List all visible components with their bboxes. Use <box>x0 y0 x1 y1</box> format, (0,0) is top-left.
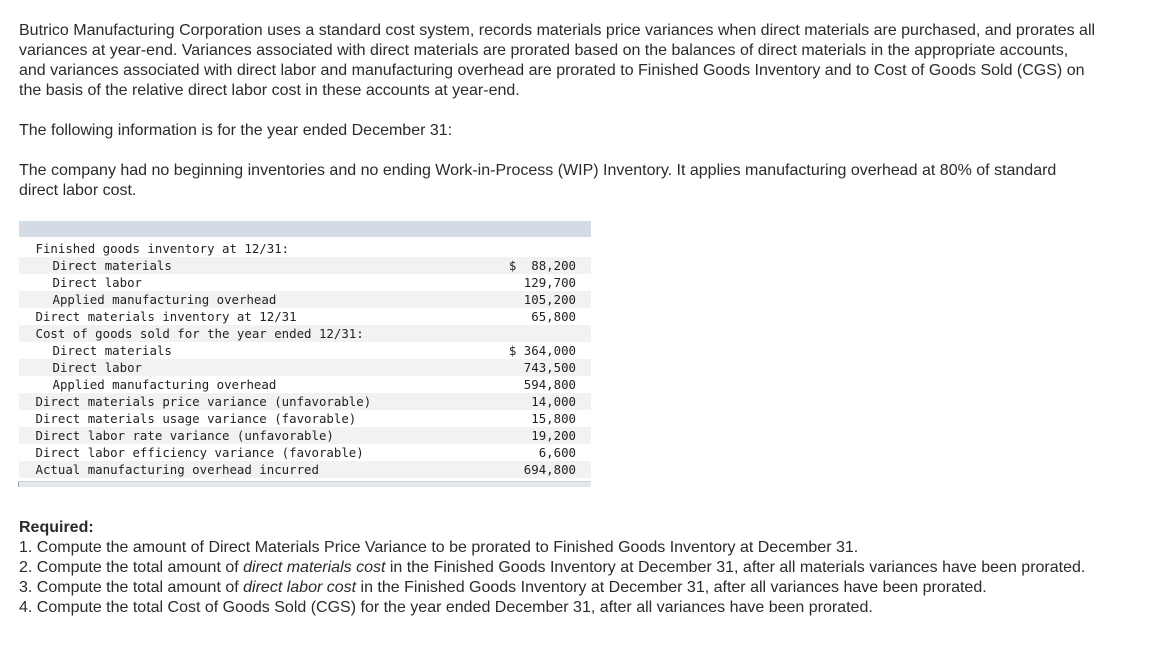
table-row <box>19 291 592 308</box>
table-header-bar <box>19 221 592 237</box>
required-item-2 <box>19 558 1119 578</box>
row-label: Cost of goods sold for the year ended 12/31: <box>19 325 467 342</box>
required-item-1: 1. Compute the amount of Direct Materials Price Variance to be prorated to Finished Goods Inventory at December 31. <box>19 539 859 556</box>
required-section <box>19 518 1119 618</box>
row-label: Finished goods inventory at 12/31: <box>35 241 290 256</box>
required-item-3 <box>19 578 1119 598</box>
table-row <box>19 427 592 444</box>
row-label: Direct materials <box>19 257 467 274</box>
intro-paragraph-3: The company had no beginning inventories and no ending Work-in-Process (WIP) Inventory. It applies manufacturing overhead at 80% of standard direct labor cost. <box>19 162 1057 199</box>
required-item-2-text-end: in the Finished Goods Inventory at December 31, after all materials variances have been prorated. <box>385 559 1086 576</box>
cost-data-table <box>18 221 591 487</box>
row-label: Direct materials usage variance (favorable) <box>35 411 357 426</box>
row-label: Direct materials price variance (unfavorable) <box>19 393 467 410</box>
table-row <box>19 359 592 376</box>
required-item-4: 4. Compute the total Cost of Goods Sold (CGS) for the year ended December 31, after all variances have been prorated. <box>19 599 873 616</box>
required-title: Required: <box>19 519 94 536</box>
table-row <box>19 461 592 478</box>
table-row <box>19 376 592 393</box>
row-amount: 19,200 <box>466 427 591 444</box>
row-amount: 105,200 <box>466 291 591 308</box>
row-amount <box>466 325 591 342</box>
row-label: Direct materials <box>52 343 172 358</box>
row-label: Actual manufacturing overhead incurred <box>19 461 467 478</box>
row-amount: 129,700 <box>523 275 576 290</box>
table-row <box>19 257 592 274</box>
intro-paragraph-2: The following information is for the year ended December 31: <box>19 122 453 139</box>
required-item-2-text-start: 2. Compute the total amount of <box>19 559 244 576</box>
row-label: Direct labor rate variance (unfavorable) <box>19 427 467 444</box>
row-label: Applied manufacturing overhead <box>19 291 467 308</box>
table-footer-bar <box>19 482 592 488</box>
row-label: Direct materials inventory at 12/31 <box>35 309 297 324</box>
row-amount: 694,800 <box>466 461 591 478</box>
table-row <box>19 410 592 427</box>
row-label: Direct labor <box>19 359 467 376</box>
intro-paragraph-1: Butrico Manufacturing Corporation uses a standard cost system, records materials price variances when direct materials are purchased, and prorates all variances at year-end. Variances associated with direct materials are prorated based on the balances of direct materials in the appropriate accounts, and variances associated with direct labor and manufacturing overhead are prorated to Finished Goods Inventory and to Cost of Goods Sold (CGS) on the basis of the relative direct labor cost in these accounts at year-end. <box>19 22 1096 99</box>
required-list <box>19 538 1119 618</box>
row-amount: $ 364,000 <box>508 343 576 358</box>
row-amount: 14,000 <box>466 393 591 410</box>
row-label: Applied manufacturing overhead <box>52 377 277 392</box>
required-item-2-emphasis: direct materials cost <box>243 559 386 576</box>
row-amount: 6,600 <box>538 445 576 460</box>
row-amount: $ 88,200 <box>466 257 591 274</box>
row-amount: 15,800 <box>531 411 576 426</box>
table-row <box>19 342 592 359</box>
row-amount: 65,800 <box>531 309 576 324</box>
row-amount: 594,800 <box>523 377 576 392</box>
table-row <box>19 393 592 410</box>
required-item-3-emphasis: direct labor cost <box>243 579 357 596</box>
row-label: Direct labor <box>52 275 143 290</box>
row-label: Direct labor efficiency variance (favorable) <box>35 445 364 460</box>
table-row <box>19 444 592 461</box>
table-row <box>19 240 592 257</box>
required-item-3-text-start: 3. Compute the total amount of <box>19 579 244 596</box>
table-row <box>19 274 592 291</box>
row-amount <box>466 240 591 257</box>
table-row <box>19 308 592 325</box>
required-item-3-text-end: in the Finished Goods Inventory at December 31, after all variances have been prorated. <box>356 579 987 596</box>
table-row <box>19 325 592 342</box>
row-amount: 743,500 <box>466 359 591 376</box>
